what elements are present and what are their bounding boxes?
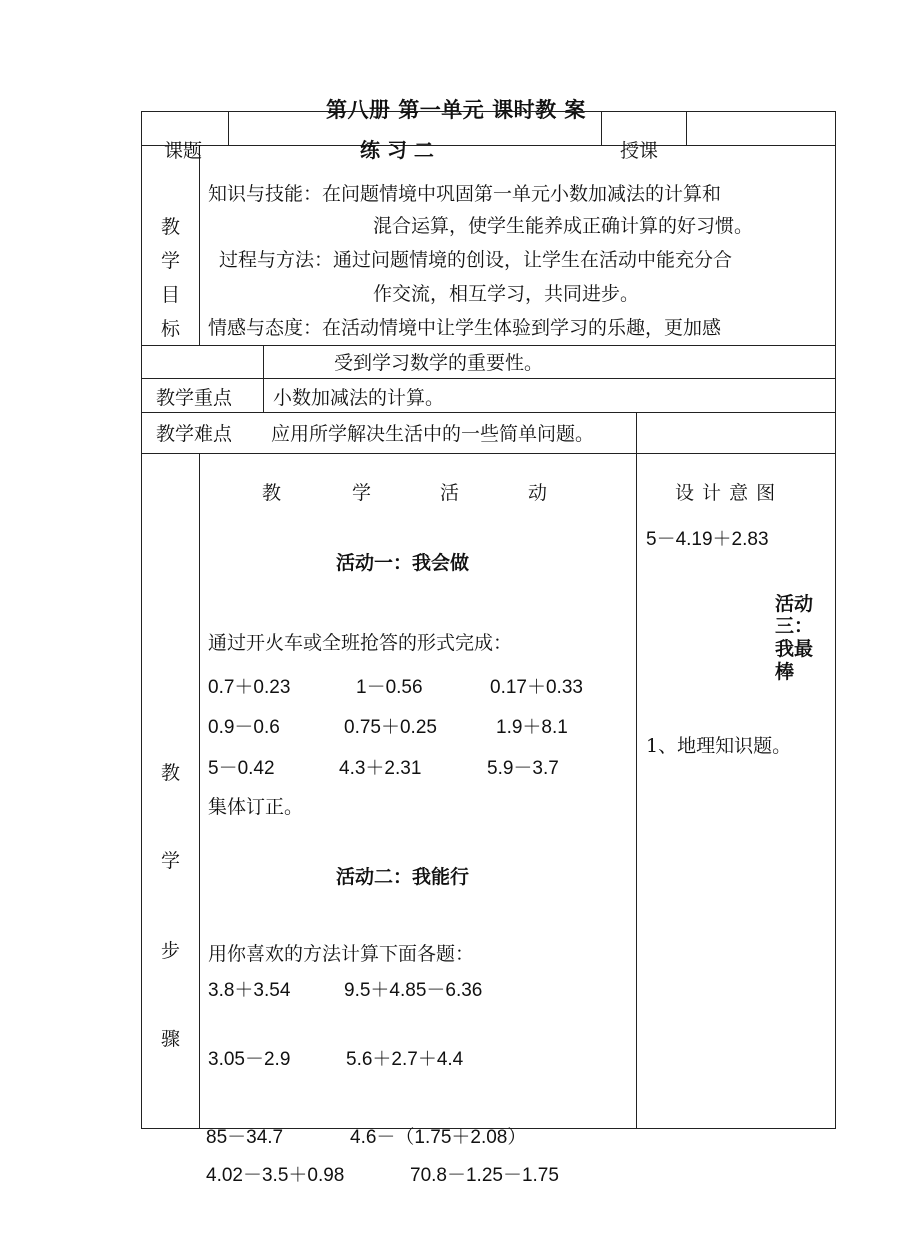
activity1-problem: 0.7＋0.23 xyxy=(208,677,291,698)
activity1-problem: 1.9＋8.1 xyxy=(496,717,568,738)
objective-process-line1: 过程与方法：通过问题情境的创设，让学生在活动中能充分合 xyxy=(219,249,733,271)
objectives-label-char-1: 教 xyxy=(161,216,181,238)
design-header: 设 计 意 图 xyxy=(675,482,777,504)
activity2-problem: 70.8－1.25－1.75 xyxy=(410,1165,559,1186)
activity2-problem: 3.05－2.9 xyxy=(208,1049,291,1070)
activity3-title-line1: 活动 xyxy=(775,594,814,615)
activity2-problem: 9.5＋4.85－6.36 xyxy=(344,980,483,1001)
objectives-label-divider xyxy=(199,145,200,345)
table-left-border xyxy=(141,111,142,1129)
activity2-problem: 4.6－（1.75＋2.08） xyxy=(350,1127,527,1148)
activity1-problem: 5－0.42 xyxy=(208,758,275,779)
activity-header-char-1: 教 xyxy=(262,482,282,504)
objective-process-line2: 作交流，相互学习，共同进步。 xyxy=(373,283,640,305)
design-expression: 5－4.19＋2.83 xyxy=(646,529,769,550)
activity2-intro: 用你喜欢的方法计算下面各题： xyxy=(208,943,475,965)
activity2-title: 活动二：我能行 xyxy=(336,866,470,888)
activity1-problem: 1－0.56 xyxy=(356,677,423,698)
activity2-problem: 3.8＋3.54 xyxy=(208,980,291,1001)
objective-knowledge-line2: 混合运算，使学生能养成正确计算的好习惯。 xyxy=(373,215,754,237)
activity-header-char-2: 学 xyxy=(352,482,372,504)
objectives-label-char-2: 学 xyxy=(161,250,181,272)
keypoint-label: 教学重点 xyxy=(156,387,233,409)
steps-label-char-1: 教 xyxy=(161,762,181,784)
activity3-title-line4: 棒 xyxy=(775,662,795,683)
activity3-title-line2: 三： xyxy=(775,616,814,637)
table-right-border xyxy=(835,111,836,1129)
topic-divider-left xyxy=(228,111,229,145)
steps-label-divider xyxy=(199,453,200,1129)
activity-header-char-4: 动 xyxy=(528,482,548,504)
row-divider-emotion xyxy=(141,378,836,379)
activity1-intro: 通过开火车或全班抢答的形式完成： xyxy=(208,632,513,654)
keypoint-label-divider xyxy=(263,345,264,412)
topic-divider-right xyxy=(686,111,687,145)
topic-divider-mid xyxy=(601,111,602,145)
objective-knowledge-line1: 知识与技能：在问题情境中巩固第一单元小数加减法的计算和 xyxy=(208,183,722,205)
activity1-title: 活动一：我会做 xyxy=(336,552,470,574)
design-column-divider xyxy=(636,412,637,1129)
activity-header-char-3: 活 xyxy=(440,482,460,504)
topic-value: 练 习 二 xyxy=(360,138,434,162)
row-divider-topic xyxy=(141,145,836,146)
row-divider-keypoint xyxy=(141,412,836,413)
objective-emotion-line1: 情感与态度：在活动情境中让学生体验到学习的乐趣，更加感 xyxy=(208,317,722,339)
table-top-border xyxy=(141,111,836,112)
objectives-label-char-3: 目 xyxy=(161,284,181,306)
difficulty-value: 应用所学解决生活中的一些简单问题。 xyxy=(271,423,595,445)
activity1-problem: 0.9－0.6 xyxy=(208,717,280,738)
row-divider-objectives xyxy=(141,345,836,346)
design-item1: 1、地理知识题。 xyxy=(646,735,792,757)
objective-emotion-line2: 受到学习数学的重要性。 xyxy=(334,352,544,374)
activity3-title-line3: 我最 xyxy=(775,639,814,660)
row-divider-difficulty xyxy=(141,453,836,454)
difficulty-label: 教学难点 xyxy=(156,423,233,445)
topic-label: 课题 xyxy=(164,140,203,162)
activity2-problem: 85－34.7 xyxy=(206,1127,284,1148)
activity2-problem: 4.02－3.5＋0.98 xyxy=(206,1165,345,1186)
steps-label-char-2: 学 xyxy=(161,850,181,872)
steps-label-char-4: 骤 xyxy=(161,1028,181,1050)
activity1-outro: 集体订正。 xyxy=(208,796,304,818)
activity1-problem: 5.9－3.7 xyxy=(487,758,559,779)
document-title: 第八册 第一单元 课时教 案 xyxy=(326,97,586,122)
teach-label: 授课 xyxy=(620,140,659,162)
objectives-label-char-4: 标 xyxy=(161,318,181,340)
activity1-problem: 0.75＋0.25 xyxy=(344,717,437,738)
keypoint-value: 小数加减法的计算。 xyxy=(273,387,445,409)
activity1-problem: 0.17＋0.33 xyxy=(490,677,583,698)
steps-label-char-3: 步 xyxy=(161,940,181,962)
activity2-problem: 5.6＋2.7＋4.4 xyxy=(346,1049,464,1070)
activity1-problem: 4.3＋2.31 xyxy=(339,758,422,779)
